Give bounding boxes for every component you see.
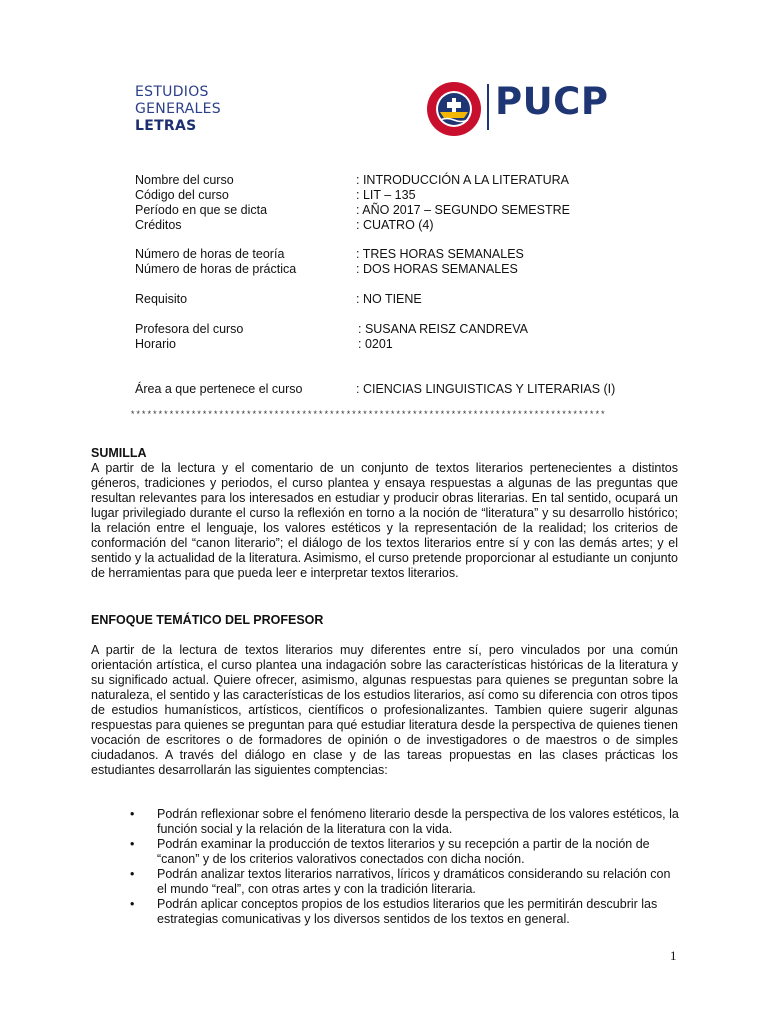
sumilla-paragraph: A partir de la lectura y el comentario de un conjunto de textos literarios pertenecientes a distintos géneros, tradiciones y periodos, el curso plantea y ensaya respuestas a algunas de las preguntas que resultan relevantes para los interesados en estudiar y producir obras literarias. En tal sentido, ocupará un lugar privilegiado durante el curso la reflexión en torno a la noción de “literatura” y su desarrollo histórico; la relación entre el lenguaje, los valores estéticos y la representación de la realidad; los criterios de conformación del “canon literario”; el diálogo de los textos literarios entre sí y con las demás artes; y el sentido y la actualidad de la literatura. Asimismo, el curso pretende proporcionar al estudiante un conjunto de herramientas para que pueda leer e interpretar textos literarios. <box>91 461 678 580</box>
pucp-seal-logo <box>426 81 482 137</box>
bullet-icon: • <box>130 837 135 851</box>
schedule-label: Horario <box>135 337 176 351</box>
theory-hours-value: : TRES HORAS SEMANALES <box>356 247 524 261</box>
enfoque-paragraph: A partir de la lectura de textos literarios muy diferentes entre sí, pero vinculados por una común orientación artística, el curso plantea una indagación sobre las características históricas de la literatura y su significado actual. Quiere ofrecer, asimismo, algunas respuestas para quienes se preguntan sobre la naturaleza, el sentido y las características de los estudios literarios, así como su diferencia con otros tipos de estudios humanísticos, artísticos, científicos o profesionalizantes. Tambien quiere sugerir algunas respuestas para quienes se preguntan para qué estudiar literatura desde la perspectiva de quienes tienen vocación de escritores o de formadores de opinión o de investigadores o de maestros o de simples ciudadanos. A través del diálogo en clase y de las tareas propuestas en las clases prácticas los estudiantes desarrollarán las siguientes comptencias: <box>91 643 678 777</box>
professor-value: : SUSANA REISZ CANDREVA <box>358 322 528 336</box>
list-item <box>130 867 680 897</box>
list-item <box>130 807 680 837</box>
period-value: : AÑO 2017 – SEGUNDO SEMESTRE <box>356 203 570 217</box>
list-item-text: Podrán reflexionar sobre el fenómeno literario desde la perspectiva de los valores estéticos, la función social y la relación de la literatura con la vida. <box>157 807 679 836</box>
professor-label: Profesora del curso <box>135 322 244 336</box>
credits-value: : CUATRO (4) <box>356 218 434 232</box>
course-name-value: : INTRODUCCIÓN A LA LITERATURA <box>356 173 570 187</box>
practice-hours-label: Número de horas de práctica <box>135 262 297 276</box>
competencias-list <box>130 807 680 927</box>
list-item <box>130 837 680 867</box>
pucp-wordmark: PUCP <box>495 80 609 123</box>
area-value: : CIENCIAS LINGUISTICAS Y LITERARIAS (I) <box>356 382 616 396</box>
list-item-text: Podrán aplicar conceptos propios de los estudios literarios que les permitirán descubrir las estrategias comunicativas y los diversos sentidos de los textos en general. <box>157 897 658 926</box>
schedule-value: : 0201 <box>358 337 393 351</box>
bullet-icon: • <box>130 807 135 821</box>
brand-line-1: ESTUDIOS <box>135 84 209 100</box>
requirement-label: Requisito <box>135 292 188 306</box>
practice-hours-value: : DOS HORAS SEMANALES <box>356 262 518 276</box>
enfoque-heading: ENFOQUE TEMÁTICO DEL PROFESOR <box>91 613 324 627</box>
logo-divider <box>487 84 489 130</box>
bullet-icon: • <box>130 867 135 881</box>
bullet-icon: • <box>130 897 135 911</box>
brand-line-2: GENERALES <box>135 101 221 117</box>
sumilla-heading: SUMILLA <box>91 446 147 460</box>
credits-label: Créditos <box>135 218 182 232</box>
page-number: 1 <box>670 948 677 963</box>
theory-hours-label: Número de horas de teoría <box>135 247 285 261</box>
list-item-text: Podrán analizar textos literarios narrativos, líricos y dramáticos considerando su relación con el mundo “real”, con otras artes y con la tradición literaria. <box>157 867 671 896</box>
course-code-value: : LIT – 135 <box>356 188 416 202</box>
brand-line-3: LETRAS <box>135 118 197 134</box>
asterisk-separator: ************************************************************************************** <box>130 410 606 420</box>
list-item <box>130 897 680 927</box>
period-label: Período en que se dicta <box>135 203 268 217</box>
requirement-value: : NO TIENE <box>356 292 422 306</box>
course-name-label: Nombre del curso <box>135 173 234 187</box>
list-item-text: Podrán examinar la producción de textos literarios y su recepción a partir de la noción de “canon” y de los criterios valorativos conectados con dicha noción. <box>157 837 650 866</box>
course-code-label: Código del curso <box>135 188 229 202</box>
area-label: Área a que pertenece el curso <box>135 382 303 396</box>
estudios-generales-letras-logo <box>135 84 221 135</box>
